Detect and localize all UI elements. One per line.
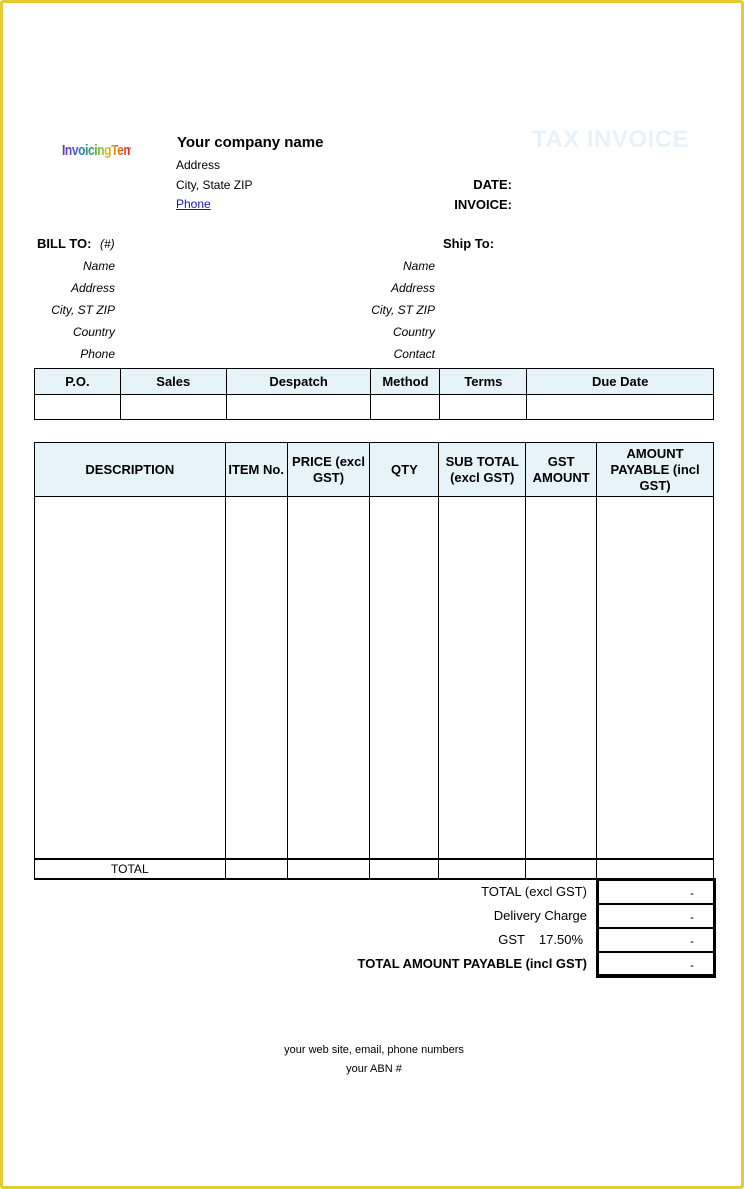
due-date-header: Due Date — [527, 369, 714, 395]
item-no-header: ITEM No. — [225, 443, 287, 497]
sales-cell[interactable] — [120, 395, 226, 420]
gst-amount-header: GST AMOUNT — [526, 443, 597, 497]
total-excl-gst-value: - — [598, 880, 714, 904]
total-gst-cell — [526, 859, 597, 879]
delivery-charge-value[interactable]: - — [598, 904, 714, 928]
total-price-cell — [287, 859, 370, 879]
date-label: DATE: — [473, 177, 512, 192]
ship-to-name-label: Name — [402, 259, 435, 273]
total-payable-label: TOTAL AMOUNT PAYABLE (incl GST) — [357, 956, 587, 971]
document-title: TAX INVOICE — [532, 126, 690, 153]
subtotal-column[interactable] — [439, 497, 526, 859]
ship-to-contact-label: Contact — [393, 347, 435, 361]
total-subtotal-cell — [439, 859, 526, 879]
ship-to-heading: Ship To: — [443, 236, 495, 251]
order-details-header-row — [35, 369, 714, 395]
amount-payable-header: AMOUNT PAYABLE (incl GST) — [597, 443, 714, 497]
qty-column[interactable] — [370, 497, 439, 859]
delivery-charge-label: Delivery Charge — [493, 908, 587, 923]
total-payable-cell — [597, 859, 714, 879]
gst-value: - — [598, 928, 714, 952]
total-excl-gst-label: TOTAL (excl GST) — [481, 884, 587, 899]
method-header: Method — [371, 369, 440, 395]
company-city: City, State ZIP — [176, 178, 253, 192]
total-payable-value: - — [598, 952, 714, 976]
gst-label: GST — [498, 932, 525, 947]
price-column[interactable] — [287, 497, 370, 859]
price-header: PRICE (excl GST) — [287, 443, 370, 497]
total-item-no-cell — [225, 859, 287, 879]
sales-header: Sales — [120, 369, 226, 395]
footer-abn: your ABN # — [346, 1063, 402, 1075]
description-header: DESCRIPTION — [35, 443, 226, 497]
ship-to-country-label: Country — [392, 325, 435, 339]
invoice-label: INVOICE: — [454, 197, 512, 212]
bill-to-name-label: Name — [82, 259, 115, 273]
qty-header: QTY — [370, 443, 439, 497]
method-cell[interactable] — [371, 395, 440, 420]
total-row — [35, 859, 714, 879]
line-items-table — [34, 442, 714, 880]
company-address: Address — [176, 158, 221, 172]
bill-to-heading: BILL TO: — [37, 236, 92, 251]
order-details-table — [34, 368, 714, 420]
due-date-cell[interactable] — [527, 395, 714, 420]
gst-amount-column[interactable] — [526, 497, 597, 859]
footer-contact: your web site, email, phone numbers — [284, 1044, 464, 1056]
bill-to-address-label: Address — [70, 281, 115, 295]
total-qty-cell — [370, 859, 439, 879]
ship-to-address-label: Address — [390, 281, 435, 295]
company-phone-link[interactable]: Phone — [176, 197, 211, 211]
gst-rate[interactable]: 17.50% — [538, 932, 583, 947]
order-details-row — [35, 395, 714, 420]
bill-to-number: (#) — [100, 237, 115, 251]
po-header: P.O. — [35, 369, 121, 395]
po-cell[interactable] — [35, 395, 121, 420]
bill-to-city-label: City, ST ZIP — [51, 303, 115, 317]
description-column[interactable] — [35, 497, 226, 859]
despatch-cell[interactable] — [226, 395, 371, 420]
bill-to-phone-label: Phone — [80, 347, 115, 361]
terms-cell[interactable] — [440, 395, 527, 420]
subtotal-header: SUB TOTAL (excl GST) — [439, 443, 526, 497]
line-items-header-row — [35, 443, 714, 497]
amount-payable-column[interactable] — [597, 497, 714, 859]
terms-header: Terms — [440, 369, 527, 395]
ship-to-city-label: City, ST ZIP — [371, 303, 435, 317]
line-items-body — [35, 497, 714, 859]
total-row-label: TOTAL — [35, 859, 226, 879]
company-logo: InvoicingTemplates — [62, 142, 131, 178]
item-no-column[interactable] — [225, 497, 287, 859]
despatch-header: Despatch — [226, 369, 371, 395]
company-name: Your company name — [177, 134, 324, 151]
bill-to-country-label: Country — [72, 325, 115, 339]
